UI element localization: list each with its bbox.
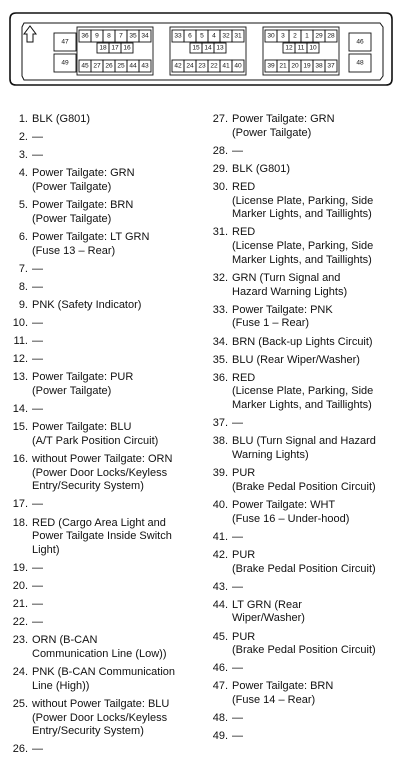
pin-entry	[206, 163, 400, 177]
pin-entry	[6, 231, 196, 258]
pin-entry	[6, 421, 196, 448]
pin-description: —	[32, 580, 43, 593]
pin-number: 49.	[212, 730, 228, 743]
pin-number: 39.	[212, 467, 228, 480]
pin-description: —	[32, 403, 43, 416]
pin-entry	[206, 549, 400, 576]
pin-description: —	[32, 353, 43, 366]
pin-description: Power Tailgate: WHT (Fuse 16 – Under-hood)	[232, 498, 350, 525]
pin-label: 6	[188, 32, 192, 40]
pin-description: BLK (G801)	[32, 113, 91, 125]
pin-number: 28.	[212, 144, 228, 157]
pin-number: 48.	[212, 712, 228, 725]
pin-number: 12.	[12, 353, 28, 366]
pin-description: without Power Tailgate: ORN (Power Door Locks/Keyless Entry/Security System)	[32, 452, 173, 493]
connector-pin-grid	[54, 27, 371, 75]
pin-label: 33	[174, 32, 182, 40]
pin-entry	[6, 317, 196, 331]
pin-label: 48	[356, 59, 364, 67]
pin-label: 22	[210, 62, 218, 70]
pin-number: 18.	[12, 516, 28, 529]
pin-entry	[6, 616, 196, 630]
pin-label: 34	[141, 32, 149, 40]
pin-entry	[6, 562, 196, 576]
pin-description: RED (License Plate, Parking, Side Marker Lights, and Taillights)	[232, 226, 374, 266]
pin-entry	[6, 371, 196, 398]
pin-number: 33.	[212, 303, 228, 316]
pin-number: 21.	[12, 598, 28, 611]
pin-description: PNK (Safety Indicator)	[32, 298, 142, 311]
pin-number: 10.	[12, 316, 28, 329]
pin-entry	[6, 498, 196, 512]
pin-entry	[206, 372, 400, 413]
pin-description: —	[232, 580, 243, 593]
pin-description: RED (License Plate, Parking, Side Marker Lights, and Taillights)	[232, 180, 374, 221]
pin-entry	[206, 599, 400, 626]
pin-number: 13.	[12, 371, 28, 384]
pin-description: —	[232, 712, 243, 725]
pin-label: 27	[93, 62, 101, 70]
pin-entry	[6, 149, 196, 163]
pin-number: 47.	[212, 680, 228, 693]
pin-description: —	[32, 743, 43, 756]
pin-description: PUR (Brake Pedal Position Circuit)	[232, 630, 376, 657]
pin-label: 46	[356, 38, 364, 46]
pin-label: 14	[204, 44, 212, 52]
pin-label: 17	[111, 44, 119, 52]
pin-label: 15	[192, 44, 200, 52]
pin-number: 15.	[12, 421, 28, 434]
pin-description: —	[32, 335, 43, 348]
pin-number: 19.	[12, 562, 28, 575]
pin-description: —	[32, 131, 43, 144]
pin-number: 20.	[12, 580, 28, 593]
pin-number: 23.	[12, 634, 28, 647]
pin-list-left	[6, 113, 196, 762]
pin-description: —	[32, 616, 43, 629]
pin-label: 18	[99, 44, 107, 52]
pin-number: 37.	[212, 417, 228, 430]
pin-description: Power Tailgate: BRN (Power Tailgate)	[32, 199, 134, 225]
pin-label: 13	[216, 44, 224, 52]
pin-entry	[6, 403, 196, 417]
pin-label: 25	[117, 62, 125, 70]
pin-description: PNK (B-CAN Communication Line (High))	[32, 666, 176, 692]
pin-number: 9.	[18, 298, 28, 311]
pin-number: 5.	[18, 199, 28, 212]
pin-number: 8.	[18, 280, 28, 293]
pin-entry	[6, 299, 196, 313]
pin-label: 10	[309, 44, 317, 52]
pin-number: 30.	[212, 180, 228, 193]
pin-entry	[6, 263, 196, 277]
pin-entry	[6, 634, 196, 661]
pin-label: 45	[81, 62, 89, 70]
pin-entry	[6, 167, 196, 194]
pin-description: Power Tailgate: GRN (Power Tailgate)	[232, 113, 335, 139]
pin-number: 22.	[12, 616, 28, 629]
pin-label: 9	[95, 32, 99, 40]
pin-label: 4	[212, 32, 216, 40]
pin-label: 1	[305, 32, 309, 40]
pin-label: 3	[281, 32, 285, 40]
pin-description: —	[232, 417, 243, 430]
pin-number: 42.	[212, 548, 228, 561]
pin-label: 30	[267, 32, 275, 40]
pin-description: —	[32, 316, 43, 329]
pin-entry	[6, 335, 196, 349]
pin-entry	[206, 336, 400, 350]
pin-entry	[6, 517, 196, 558]
pin-label: 16	[123, 44, 131, 52]
pin-number: 1.	[18, 113, 28, 125]
pin-label: 44	[129, 62, 137, 70]
pin-description: —	[32, 498, 43, 511]
pin-entry	[206, 499, 400, 526]
pin-entry	[206, 467, 400, 494]
pin-number: 46.	[212, 662, 228, 675]
pin-entry	[206, 145, 400, 159]
pin-entry	[6, 131, 196, 145]
pin-label: 8	[107, 32, 111, 40]
pin-entry	[206, 226, 400, 267]
pin-number: 32.	[212, 271, 228, 284]
pin-label: 31	[234, 32, 242, 40]
connector-outer-shell	[10, 13, 392, 85]
pin-description: Power Tailgate: PNK (Fuse 1 – Rear)	[232, 303, 333, 330]
pin-description: BLK (G801)	[232, 162, 291, 175]
pin-label: 37	[327, 62, 335, 70]
pin-number: 43.	[212, 580, 228, 593]
pin-label: 7	[119, 32, 123, 40]
pin-description: ORN (B-CAN Communication Line (Low))	[32, 634, 167, 661]
pin-entry	[6, 580, 196, 594]
pin-entry	[206, 712, 400, 726]
pin-label: 32	[222, 32, 230, 40]
pin-label: 41	[222, 62, 230, 70]
pin-description: BLU (Rear Wiper/Washer)	[232, 353, 360, 366]
pin-description: without Power Tailgate: BLU (Power Door Locks/Keyless Entry/Security System)	[32, 697, 170, 738]
pin-description: —	[32, 598, 43, 611]
pin-label: 39	[267, 62, 275, 70]
pin-label: 26	[105, 62, 113, 70]
pin-number: 6.	[18, 230, 28, 243]
connector-face	[0, 0, 401, 95]
pin-entry	[6, 281, 196, 295]
pin-entry	[6, 698, 196, 739]
pin-number: 38.	[212, 435, 228, 448]
pin-number: 3.	[18, 149, 28, 162]
pin-label: 38	[315, 62, 323, 70]
pin-entry	[6, 199, 196, 226]
pin-label: 23	[198, 62, 206, 70]
pin-number: 34.	[212, 335, 228, 348]
pin-entry	[206, 304, 400, 331]
connector-diagram	[0, 0, 401, 95]
pin-number: 4.	[18, 167, 28, 180]
pin-entry	[206, 181, 400, 222]
pin-label: 40	[234, 62, 242, 70]
pin-label: 47	[61, 38, 69, 46]
pin-label: 24	[186, 62, 194, 70]
pin-entry	[206, 581, 400, 595]
pin-number: 16.	[12, 452, 28, 465]
pin-description: —	[32, 562, 43, 575]
pin-description: PUR (Brake Pedal Position Circuit)	[232, 548, 376, 575]
pin-entry	[206, 730, 400, 744]
pin-label: 43	[141, 62, 149, 70]
pin-description: —	[32, 262, 43, 275]
pin-label: 42	[174, 62, 182, 70]
pin-description: PUR (Brake Pedal Position Circuit)	[232, 467, 376, 493]
pin-number: 25.	[12, 697, 28, 710]
pin-label: 19	[303, 62, 311, 70]
pin-label: 20	[291, 62, 299, 70]
pin-description: Power Tailgate: GRN (Power Tailgate)	[32, 167, 135, 193]
pin-number: 41.	[212, 530, 228, 543]
pin-entry	[6, 598, 196, 612]
pin-entry	[206, 417, 400, 431]
pin-label: 5	[200, 32, 204, 40]
pin-description: —	[32, 149, 43, 162]
pin-entry	[6, 113, 196, 127]
pin-number: 7.	[18, 262, 28, 275]
pin-description: Power Tailgate: LT GRN (Fuse 13 – Rear)	[32, 230, 150, 257]
pin-entry	[6, 743, 196, 757]
pin-description: LT GRN (Rear Wiper/Washer)	[232, 598, 305, 625]
pin-entry	[206, 680, 400, 707]
pin-number: 14.	[12, 403, 28, 416]
pin-list-right	[206, 113, 400, 748]
pin-label: 12	[285, 44, 293, 52]
pin-number: 17.	[12, 498, 28, 511]
pin-entry	[6, 666, 196, 693]
pin-label: 21	[279, 62, 287, 70]
pin-description: BRN (Back-up Lights Circuit)	[232, 335, 373, 348]
pin-description: —	[232, 730, 243, 743]
pin-number: 40.	[212, 498, 228, 511]
pin-entry	[206, 531, 400, 545]
pin-description: BLU (Turn Signal and Hazard Warning Lights)	[232, 435, 376, 462]
lock-tab-icon	[24, 26, 36, 42]
pin-entry	[6, 353, 196, 367]
pin-description: RED (Cargo Area Light and Power Tailgate Inside Switch Light)	[32, 516, 172, 556]
pin-entry	[6, 453, 196, 494]
pin-description: Power Tailgate: PUR (Power Tailgate)	[32, 371, 134, 397]
pin-number: 2.	[18, 131, 28, 144]
pin-entry	[206, 272, 400, 299]
pin-description: Power Tailgate: BRN (Fuse 14 – Rear)	[232, 680, 334, 707]
pin-label: 36	[81, 32, 89, 40]
pin-label: 35	[129, 32, 137, 40]
pin-number: 31.	[212, 226, 228, 239]
pin-entry	[206, 662, 400, 676]
pin-label: 28	[327, 32, 335, 40]
pin-description: —	[232, 530, 243, 543]
pin-number: 27.	[212, 113, 228, 125]
pin-number: 45.	[212, 630, 228, 643]
pin-number: 35.	[212, 353, 228, 366]
pin-number: 44.	[212, 598, 228, 611]
pin-entry	[206, 354, 400, 368]
pin-number: 24.	[12, 666, 28, 679]
pin-label: 29	[315, 32, 323, 40]
pin-label: 49	[61, 59, 69, 67]
pin-label: 11	[297, 44, 305, 52]
pin-number: 26.	[12, 743, 28, 756]
pin-number: 36.	[212, 371, 228, 384]
pin-number: 11.	[13, 335, 28, 348]
pin-description: —	[232, 144, 243, 157]
pin-entry	[206, 631, 400, 658]
pin-description: RED (License Plate, Parking, Side Marker Lights, and Taillights)	[232, 371, 374, 412]
pin-description: GRN (Turn Signal and Hazard Warning Lights)	[232, 271, 348, 298]
pin-description: —	[232, 662, 243, 675]
pin-label: 2	[293, 32, 297, 40]
pin-description: —	[32, 280, 43, 293]
pin-entry	[206, 435, 400, 462]
pin-description: Power Tailgate: BLU (A/T Park Position Circuit)	[32, 421, 159, 447]
pin-number: 29.	[212, 162, 228, 175]
pin-entry	[206, 113, 400, 140]
